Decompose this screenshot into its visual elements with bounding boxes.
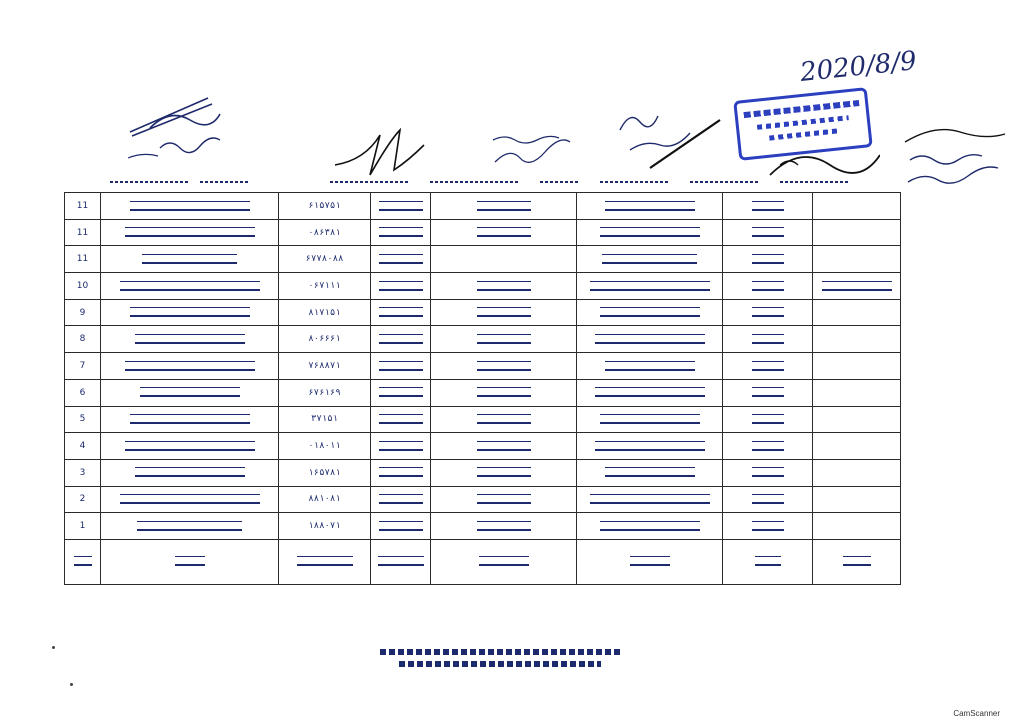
cell-status [371, 379, 431, 406]
cell-unit [431, 513, 577, 540]
table-row [65, 326, 901, 353]
cell-notes [813, 326, 901, 353]
cell-id: ۸۱۷۱۵۱ [279, 299, 371, 326]
header-notes [813, 539, 901, 584]
cell-status [371, 433, 431, 460]
cell-serial: 2 [65, 486, 101, 513]
header-labels-row [100, 170, 920, 190]
cell-department [577, 273, 723, 300]
cell-rank [723, 406, 813, 433]
cell-unit [431, 459, 577, 486]
cell-rank [723, 299, 813, 326]
cell-notes [813, 219, 901, 246]
cell-status [371, 353, 431, 380]
cell-name [101, 353, 279, 380]
cell-name [101, 433, 279, 460]
cell-unit [431, 326, 577, 353]
cell-serial: 9 [65, 299, 101, 326]
table-row [65, 353, 901, 380]
cell-id: ۰۶۷۱۱۱ [279, 273, 371, 300]
cell-rank [723, 513, 813, 540]
cell-serial: 4 [65, 433, 101, 460]
header-id [279, 539, 371, 584]
cell-status [371, 246, 431, 273]
cell-name [101, 299, 279, 326]
cell-department [577, 353, 723, 380]
cell-id: ۳۷۱۵۱ [279, 406, 371, 433]
cell-notes [813, 273, 901, 300]
cell-notes [813, 406, 901, 433]
cell-status [371, 406, 431, 433]
cell-name [101, 459, 279, 486]
cell-department [577, 433, 723, 460]
header-name [101, 539, 279, 584]
table-row [65, 459, 901, 486]
cell-department [577, 406, 723, 433]
cell-name [101, 513, 279, 540]
cell-serial: 11 [65, 193, 101, 220]
cell-unit [431, 219, 577, 246]
table-row [65, 486, 901, 513]
cell-rank [723, 219, 813, 246]
table-row [65, 406, 901, 433]
cell-rank [723, 273, 813, 300]
cell-name [101, 406, 279, 433]
cell-unit [431, 486, 577, 513]
cell-name [101, 246, 279, 273]
cell-serial: 10 [65, 273, 101, 300]
cell-serial: 8 [65, 326, 101, 353]
cell-serial: 3 [65, 459, 101, 486]
table-row [65, 273, 901, 300]
cell-id: ۱۸۸۰۷۱ [279, 513, 371, 540]
cell-notes [813, 459, 901, 486]
cell-name [101, 193, 279, 220]
cell-serial: 5 [65, 406, 101, 433]
cell-unit [431, 273, 577, 300]
cell-department [577, 246, 723, 273]
table-header-row [65, 539, 901, 584]
cell-status [371, 219, 431, 246]
cell-rank [723, 246, 813, 273]
cell-name [101, 219, 279, 246]
cell-unit [431, 406, 577, 433]
cell-rank [723, 379, 813, 406]
cell-rank [723, 433, 813, 460]
cell-rank [723, 459, 813, 486]
cell-status [371, 513, 431, 540]
cell-notes [813, 379, 901, 406]
table-row [65, 379, 901, 406]
cell-unit [431, 353, 577, 380]
header-serial [65, 539, 101, 584]
table-row [65, 193, 901, 220]
signature-1 [120, 88, 230, 168]
header-department [577, 539, 723, 584]
cell-id: ۰۱۸۰۱۱ [279, 433, 371, 460]
footer-note [380, 643, 620, 673]
cell-status [371, 459, 431, 486]
cell-status [371, 486, 431, 513]
cell-name [101, 379, 279, 406]
cell-notes [813, 246, 901, 273]
cell-notes [813, 299, 901, 326]
cell-name [101, 486, 279, 513]
cell-serial: 6 [65, 379, 101, 406]
cell-department [577, 513, 723, 540]
header-rank [723, 539, 813, 584]
handwritten-date: 2020/8/9 [798, 45, 919, 89]
cell-serial: 1 [65, 513, 101, 540]
cell-unit [431, 193, 577, 220]
table-row [65, 513, 901, 540]
cell-status [371, 193, 431, 220]
table-row [65, 433, 901, 460]
personnel-table [64, 192, 901, 585]
cell-notes [813, 193, 901, 220]
cell-department [577, 459, 723, 486]
cell-department [577, 299, 723, 326]
cell-rank [723, 486, 813, 513]
cell-department [577, 219, 723, 246]
cell-id: ۰۸۶۳۸۱ [279, 219, 371, 246]
cell-unit [431, 433, 577, 460]
cell-department [577, 379, 723, 406]
header-unit [431, 539, 577, 584]
cell-id: ۸۸۱۰۸۱ [279, 486, 371, 513]
cell-serial: 7 [65, 353, 101, 380]
cell-status [371, 273, 431, 300]
camscanner-watermark: CamScanner [953, 709, 1000, 718]
cell-notes [813, 433, 901, 460]
cell-id: ۸۰۶۶۶۱ [279, 326, 371, 353]
table-row [65, 246, 901, 273]
cell-name [101, 273, 279, 300]
cell-department [577, 193, 723, 220]
signature-4 [610, 90, 730, 170]
cell-name [101, 326, 279, 353]
cell-notes [813, 513, 901, 540]
cell-id: ۱۶۵۷۸۱ [279, 459, 371, 486]
cell-department [577, 326, 723, 353]
cell-status [371, 299, 431, 326]
table-row [65, 299, 901, 326]
cell-serial: 11 [65, 219, 101, 246]
cell-unit [431, 299, 577, 326]
cell-id: ۶۱۵۷۵۱ [279, 193, 371, 220]
table-row [65, 219, 901, 246]
cell-unit [431, 246, 577, 273]
cell-unit [431, 379, 577, 406]
cell-notes [813, 353, 901, 380]
cell-id: ۷۶۸۸۷۱ [279, 353, 371, 380]
cell-department [577, 486, 723, 513]
cell-rank [723, 326, 813, 353]
cell-id: ۶۷۶۱۶۹ [279, 379, 371, 406]
cell-id: ۶۷۷۸۰۸۸ [279, 246, 371, 273]
cell-serial: 11 [65, 246, 101, 273]
cell-notes [813, 486, 901, 513]
header-status [371, 539, 431, 584]
cell-status [371, 326, 431, 353]
cell-rank [723, 193, 813, 220]
cell-rank [723, 353, 813, 380]
